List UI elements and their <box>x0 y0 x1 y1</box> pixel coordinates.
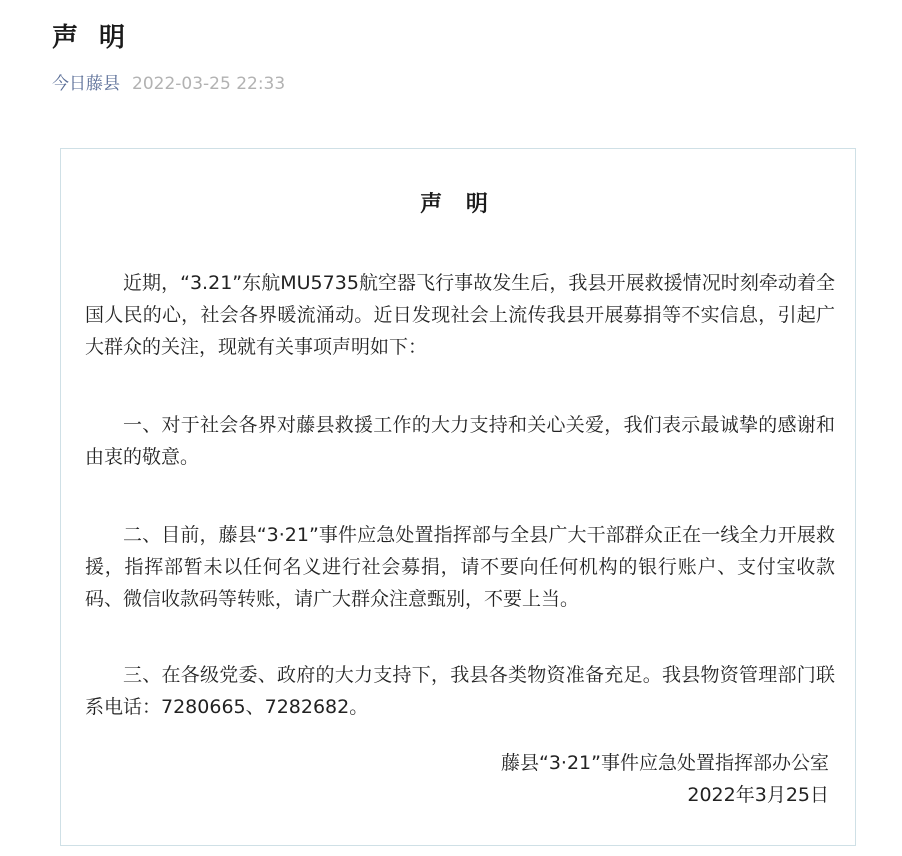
statement-paragraph-1: 一、对于社会各界对藤县救援工作的大力支持和关心关爱，我们表示最诚挚的感谢和由衷的敬意。 <box>85 414 835 468</box>
publish-time: 2022-03-25 22:33 <box>132 74 286 94</box>
statement-signature <box>501 747 829 811</box>
article-title: 声 明 <box>52 23 132 53</box>
statement-image <box>60 148 856 846</box>
statement-title: 声 明 <box>420 192 496 217</box>
statement-paragraph-intro: 近期，“3.21”东航MU5735航空器飞行事故发生后，我县开展救援情况时刻牵动着全国人民的心，社会各界暖流涌动。近日发现社会上流传我县开展募捐等不实信息，引起广大群众的关注，现就有关事项声明如下： <box>85 272 835 358</box>
account-name-link[interactable]: 今日藤县 <box>52 74 120 94</box>
article-meta <box>52 72 285 96</box>
signature-date: 2022年3月25日 <box>687 784 829 806</box>
statement-paragraph-3: 三、在各级党委、政府的大力支持下，我县各类物资准备充足。我县物资管理部门联系电话：7280665、7282682。 <box>85 664 835 718</box>
statement-paragraph-2: 二、目前，藤县“3·21”事件应急处置指挥部与全县广大干部群众正在一线全力开展救援，指挥部暂未以任何名义进行社会募捐，请不要向任何机构的银行账户、支付宝收款码、微信收款码等转账，请广大群众注意甄别，不要上当。 <box>85 524 835 610</box>
signature-org: 藤县“3·21”事件应急处置指挥部办公室 <box>501 752 829 774</box>
